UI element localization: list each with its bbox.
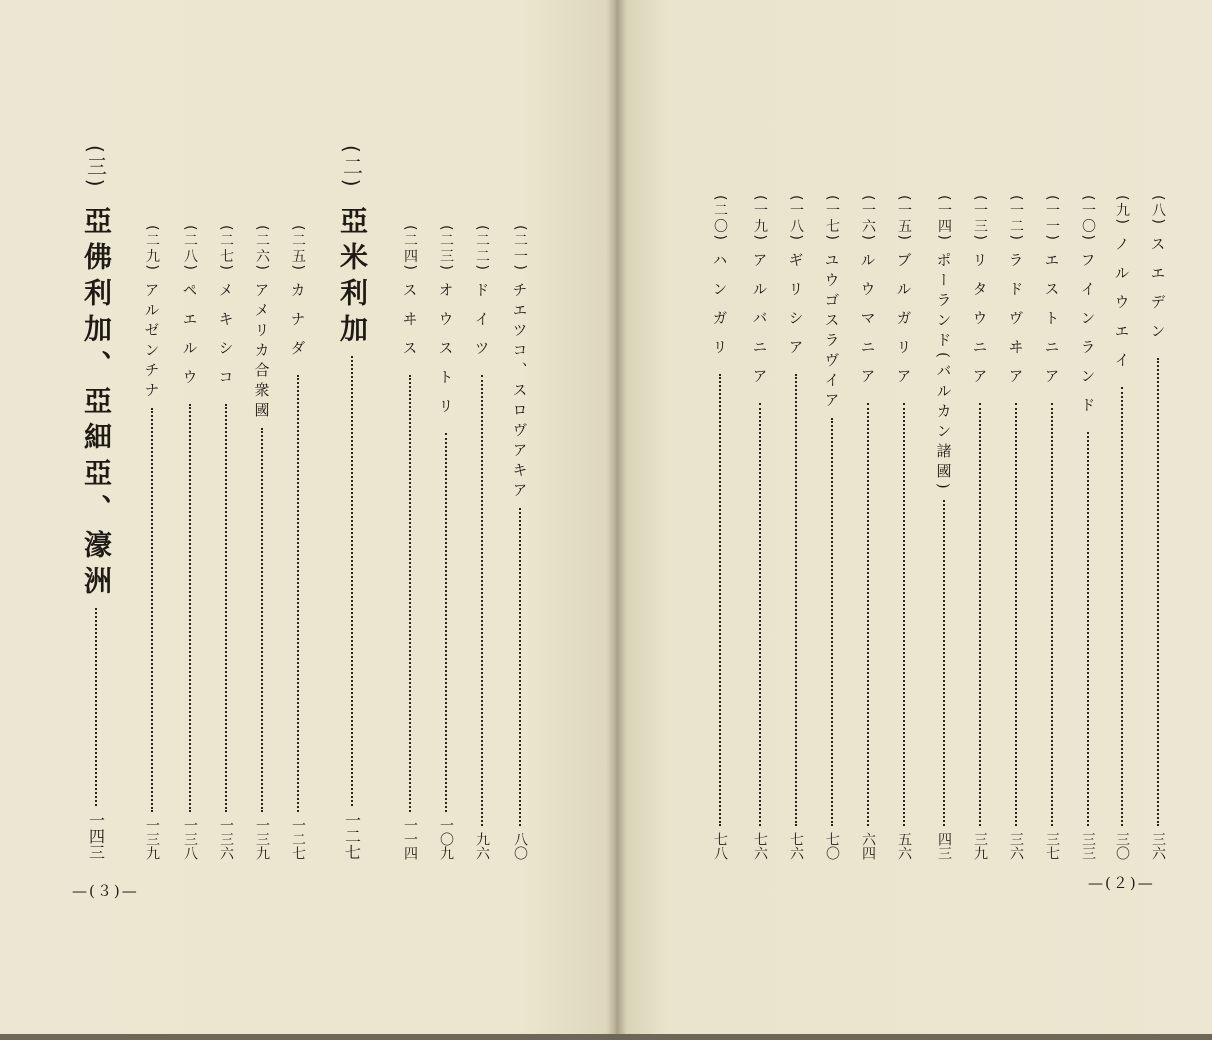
entry-title: ユウゴスラヴイア [822,251,841,412]
dotted-leader [795,374,797,826]
book-edge [0,1034,1212,1040]
entry-number: (二七) [218,225,234,272]
toc-entry [820,195,844,860]
entry-title: ノルウエイ [1112,235,1131,381]
toc-entry [784,195,808,860]
entry-page-number: 一四三 [86,812,106,860]
entry-page-number: 八〇 [512,832,528,860]
entry-title: オウストリ [436,281,455,427]
entry-title: フインランド [1078,251,1097,426]
toc-entry [1076,195,1100,860]
toc-entry [1110,195,1134,860]
entry-title: ラドヴヰア [1006,251,1025,397]
entry-title: 亞米利加 [336,205,369,350]
entry-number: (一七) [824,195,840,242]
entry-number: (一三) [972,195,988,242]
entry-title: ポーランド(バルカン諸國) [934,251,953,494]
entry-page-number: 七〇 [824,832,840,860]
toc-entry [708,195,732,860]
entry-title: ギリシア [786,251,805,368]
toc-entry [1146,195,1170,860]
entry-number: (九) [1114,195,1130,226]
entry-page-number: 一一四 [402,818,418,860]
toc-entry [932,195,956,860]
entry-page-number: 三六 [1150,832,1166,860]
entry-title: 亞佛利加、亞細亞、濠洲 [80,205,113,602]
toc-section-heading [334,145,370,860]
toc-entry [508,225,532,860]
entry-page-number: 六四 [860,832,876,860]
entry-number: (一二) [1008,195,1024,242]
toc-section-heading [78,145,114,860]
entry-number: (二六) [254,225,270,272]
entry-title: ペエルウ [180,281,199,398]
dotted-leader [351,356,353,806]
entry-page-number: 一三八 [182,818,198,860]
entry-page-number: 一二七 [290,818,306,860]
entry-number: (一九) [752,195,768,242]
entry-title: アルバニア [750,251,769,397]
toc-entry [178,225,202,860]
dotted-leader [409,375,411,812]
dotted-leader [903,403,905,826]
dotted-leader [1121,387,1123,826]
entry-title: スエデン [1148,235,1167,352]
entry-number: (二一) [512,225,528,272]
entry-number: (二二) [474,225,490,272]
dotted-leader [1015,403,1017,826]
entry-page-number: 四三 [936,832,952,860]
right-page-folio: —(２)— [1088,874,1155,892]
entry-number: (二五) [290,225,306,272]
entry-number: (三) [83,145,108,190]
entry-title: ドイツ [472,281,491,369]
entry-page-number: 一二七 [342,812,362,860]
dotted-leader [1157,358,1159,826]
entry-number: (一六) [860,195,876,242]
entry-title: ブルガリア [894,251,913,397]
toc-entry [140,225,164,860]
entry-number: (一一) [1044,195,1060,242]
entry-title: スヰス [400,281,419,369]
entry-title: エストニア [1042,251,1061,397]
entry-page-number: 一三九 [254,818,270,860]
toc-entry [250,225,274,860]
entry-number: (二八) [182,225,198,272]
toc-entry [748,195,772,860]
dotted-leader [297,375,299,812]
entry-page-number: 七八 [712,832,728,860]
entry-page-number: 三九 [972,832,988,860]
entry-number: (二〇) [712,195,728,242]
entry-number: (一五) [896,195,912,242]
dotted-leader [519,508,521,826]
dotted-leader [445,433,447,812]
toc-entry [1004,195,1028,860]
toc-entry [214,225,238,860]
toc-entry [286,225,310,860]
dotted-leader [151,408,153,812]
entry-page-number: 三三 [1080,832,1096,860]
entry-page-number: 一〇九 [438,818,454,860]
dotted-leader [943,500,945,826]
entry-number: (二四) [402,225,418,272]
entry-title: リタウニア [970,251,989,397]
entry-page-number: 七六 [752,832,768,860]
toc-entry [892,195,916,860]
entry-title: チエツコ、スロヴアキア [510,281,529,502]
dotted-leader [189,404,191,812]
entry-page-number: 三〇 [1114,832,1130,860]
entry-number: (一四) [936,195,952,242]
entry-number: (一〇) [1080,195,1096,242]
entry-title: アメリカ合衆國 [252,281,271,422]
entry-page-number: 一三六 [218,818,234,860]
toc-entry [434,225,458,860]
dotted-leader [95,608,97,806]
entry-number: (一八) [788,195,804,242]
dotted-leader [979,403,981,826]
toc-entry [856,195,880,860]
entry-page-number: 三六 [1008,832,1024,860]
dotted-leader [759,403,761,826]
dotted-leader [867,403,869,826]
entry-page-number: 九六 [474,832,490,860]
entry-title: カナダ [288,281,307,369]
toc-entry [470,225,494,860]
entry-page-number: 五六 [896,832,912,860]
dotted-leader [261,428,263,812]
toc-entry [398,225,422,860]
entry-title: ハンガリ [710,251,729,368]
entry-number: (二) [339,145,364,190]
toc-entry [1040,195,1064,860]
entry-page-number: 三七 [1044,832,1060,860]
toc-entry [968,195,992,860]
entry-title: ルウマニア [858,251,877,397]
entry-page-number: 一三九 [144,818,160,860]
left-page-folio: —(３)— [72,882,139,900]
entry-number: (二九) [144,225,160,272]
entry-number: (二三) [438,225,454,272]
dotted-leader [225,404,227,812]
book-gutter [606,0,626,1040]
dotted-leader [1087,432,1089,826]
dotted-leader [719,374,721,826]
entry-number: (八) [1150,195,1166,226]
entry-page-number: 七六 [788,832,804,860]
dotted-leader [481,375,483,826]
dotted-leader [831,418,833,826]
entry-title: アルゼンチナ [142,281,161,402]
dotted-leader [1051,403,1053,826]
entry-title: メキシコ [216,281,235,398]
